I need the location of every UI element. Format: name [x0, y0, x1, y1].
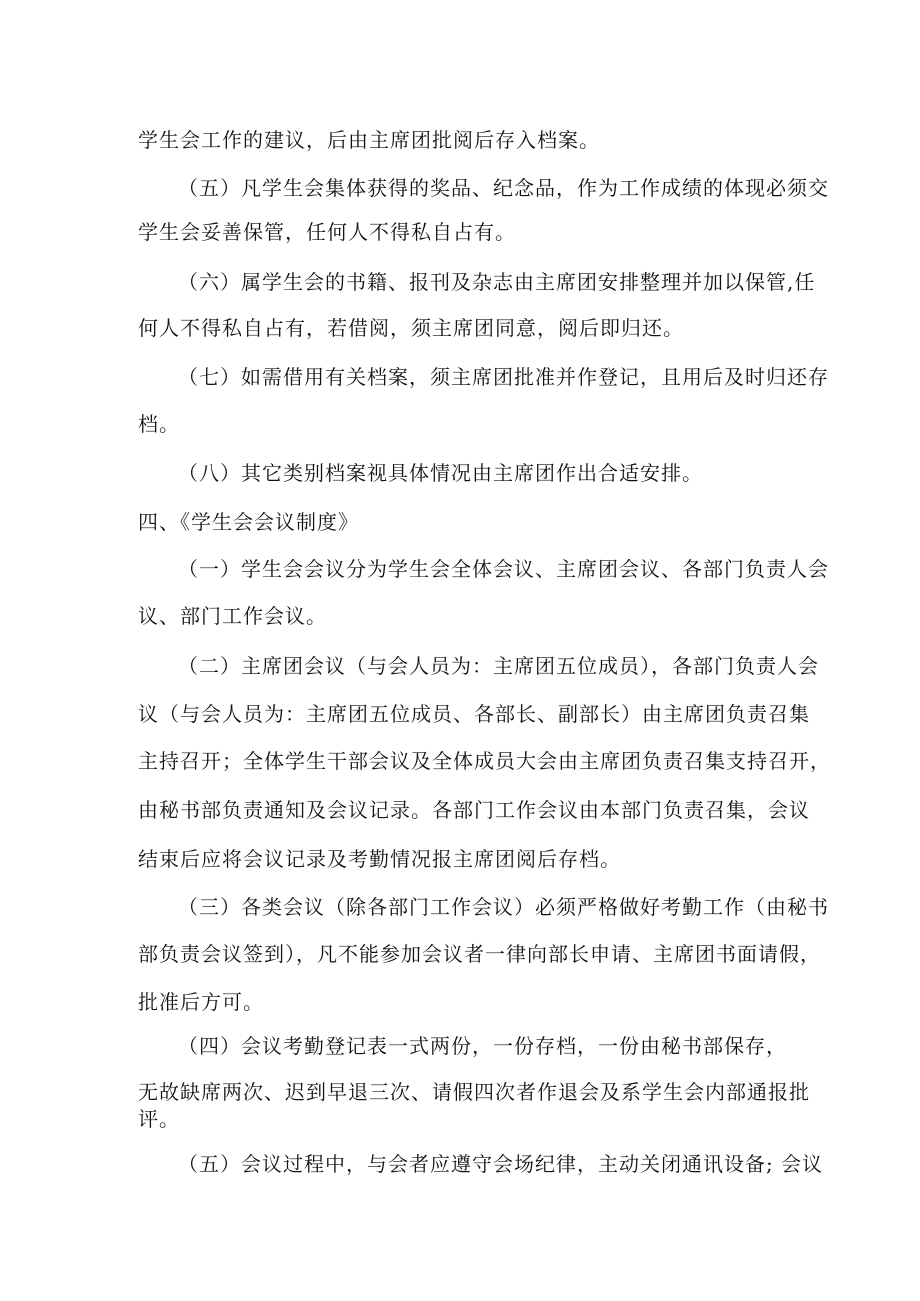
- text-line: 结束后应将会议记录及考勤情况报主席团阅后存档。: [138, 847, 621, 871]
- text-line: （一）学生会会议分为学生会全体会议、主席团会议、各部门负责人会: [178, 557, 829, 581]
- text-line: （五）凡学生会集体获得的奖品、纪念品，作为工作成绩的体现必须交: [178, 176, 829, 200]
- section-heading: 四、《学生会会议制度》: [138, 510, 359, 534]
- text-line: 档。: [138, 412, 180, 436]
- text-line: 学生会妥善保管，任何人不得私自占有。: [138, 220, 516, 244]
- text-line: （二）主席团会议（与会人员为：主席团五位成员），各部门负责人会: [178, 654, 819, 678]
- text-line: （三）各类会议（除各部门工作会议）必须严格做好考勤工作（由秘书: [178, 895, 829, 919]
- text-line: 主持召开；全体学生干部会议及全体成员大会由主席团负责召集支持召开，: [138, 749, 831, 773]
- text-line: 无故缺席两次、迟到早退三次、请假四次者作退会及系学生会内部通报批: [138, 1080, 810, 1104]
- text-line: 议、部门工作会议。: [138, 604, 327, 628]
- text-line: 学生会工作的建议，后由主席团批阅后存入档案。: [138, 128, 600, 152]
- text-line: 评。: [138, 1107, 180, 1131]
- text-line: （六）属学生会的书籍、报刊及杂志由主席团安排整理并加以保管,任: [178, 270, 816, 294]
- text-line: （五）会议过程中，与会者应遵守会场纪律，主动关闭通讯设备; 会议: [178, 1152, 824, 1176]
- text-line: 何人不得私自占有，若借阅，须主席团同意，阅后即归还。: [138, 316, 684, 340]
- text-line: 部负责会议签到），凡不能参加会议者一律向部长申请、主席团书面请假，: [138, 942, 821, 966]
- text-line: （七）如需借用有关档案，须主席团批准并作登记，且用后及时归还存: [178, 365, 829, 389]
- text-line: （八）其它类别档案视具体情况由主席团作出合适安排。: [178, 461, 703, 485]
- text-line: 由秘书部负责通知及会议记录。各部门工作会议由本部门负责召集，会议: [138, 798, 810, 822]
- text-line: 批准后方可。: [138, 990, 264, 1014]
- text-line: 议（与会人员为：主席团五位成员、各部长、副部长）由主席团负责召集: [138, 702, 810, 726]
- text-line: （四）会议考勤登记表一式两份，一份存档，一份由秘书部保存，: [178, 1034, 787, 1058]
